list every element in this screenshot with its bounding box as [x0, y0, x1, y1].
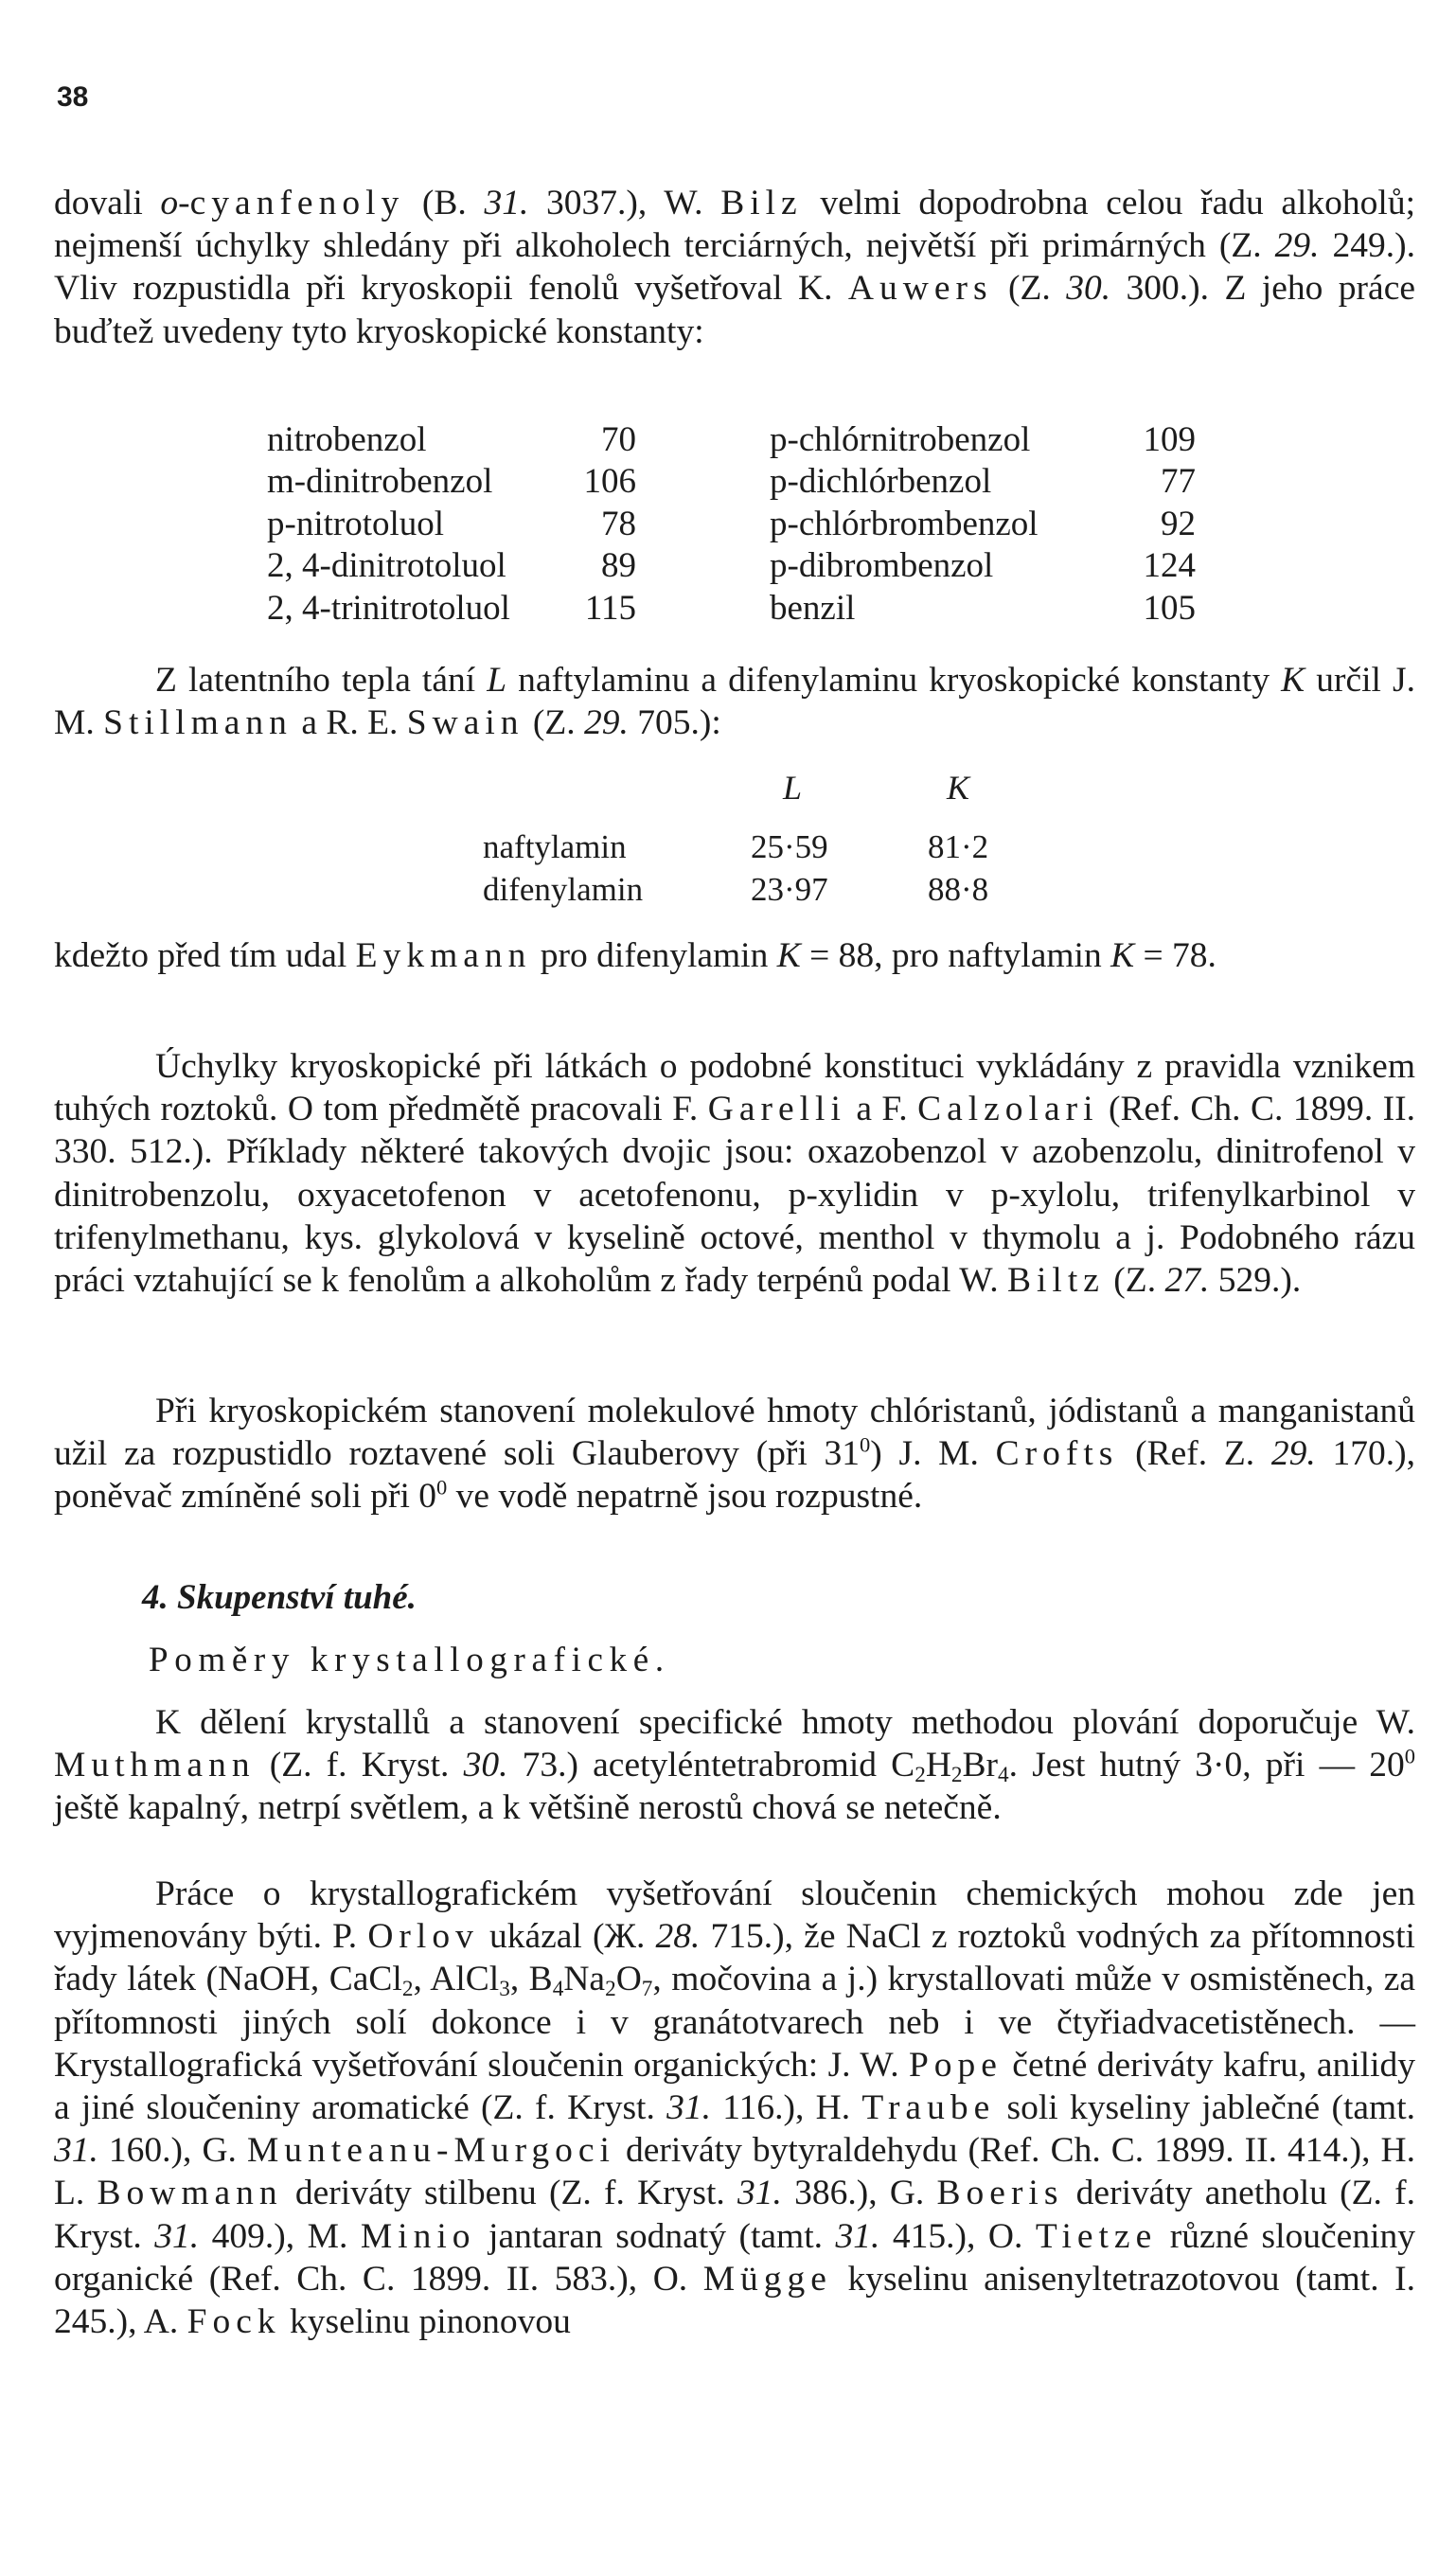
author-name: Garelli: [707, 1090, 846, 1129]
author-name: Stillmann: [103, 703, 293, 743]
compound-name: benzil: [770, 588, 856, 628]
compound-name: p-chlórbrombenzol: [770, 504, 1039, 543]
compound-name: nitrobenzol: [267, 420, 427, 459]
column-header-k: K: [947, 769, 970, 807]
author-name: Bilz: [720, 184, 803, 222]
compound-name: p-nitrotoluol: [267, 504, 445, 543]
compound-name: p-dibrombenzol: [770, 546, 994, 586]
compound-name: p-dichlórbenzol: [770, 462, 992, 502]
page-number: 38: [57, 81, 89, 113]
author-name: Swain: [406, 703, 524, 743]
glauber-salt-paragraph: Při kryoskopickém stanovení molekulové hmoty chlóristanů, jódistanů a manganistanů užil za rozpustidlo roztavené soli Glauberovy (při $31^0$) J. M. Crofts (Ref. Z. 29. 170.), poněvač zmíněné soli při $0^0$ ve vodě nepatrně jsou rozpustné.: [54, 1392, 1415, 1517]
k-value: 81·2: [928, 828, 989, 865]
author-name: cyanfenoly: [189, 184, 405, 222]
column-header-l: L: [783, 769, 803, 807]
author-name: Boeris: [936, 2174, 1064, 2213]
table-row: [267, 461, 1233, 503]
compound-name: 2, 4-trinitrotoluol: [267, 588, 510, 628]
author-name: Calzolari: [917, 1090, 1099, 1129]
table-row: [267, 588, 1233, 630]
author-name: Biltz: [1007, 1261, 1105, 1301]
table-row: [267, 504, 1233, 545]
author-name: Muthmann: [54, 1746, 256, 1785]
l-value: 25·59: [751, 828, 828, 865]
constant-value: 105: [1143, 588, 1196, 628]
compound-name: p-chlórnitrobenzol: [770, 420, 1031, 459]
author-name: Pope: [908, 2045, 1003, 2085]
compound-name: difenylamin: [483, 871, 644, 908]
author-name: Tietze: [1035, 2216, 1158, 2256]
author-name: Auwers: [847, 269, 993, 309]
author-name: Bowmann: [97, 2174, 283, 2213]
compound-name: 2, 4-dinitrotoluol: [267, 546, 506, 586]
author-name: Traube: [861, 2088, 996, 2128]
author-name: Fock: [186, 2302, 281, 2342]
author-name: Munteanu-Murgoci: [246, 2131, 615, 2171]
constant-value: 77: [1161, 462, 1196, 502]
constant-value: 109: [1143, 420, 1196, 459]
constant-value: 78: [601, 504, 636, 543]
solid-solutions-paragraph: Úchylky kryoskopické při látkách o podobné konstituci vykládány z pravidla vznikem tuhých roztoků. O tom předmětě pracovali F. Garelli a F. Calzolari (Ref. Ch. C. 1899. II. 330. 512.). Příklady některé takových dvojic jsou: oxazobenzol v azobenzolu, dinitrofenol v dinitrobenzolu, oxyacetofenon v acetofenonu, p-xylidin v p-xylolu, trifenylkarbinol v trifenylmethanu, kys. glykolová v kyselině octové, menthol v thymolu a j. Podobného rázu práci vztahující se k fenolům a alkoholům z řady terpénů podal W. Biltz (Z. 27. 529.).: [54, 1047, 1415, 1301]
author-name: Mügge: [702, 2259, 832, 2299]
intro-paragraph: dovali o-cyanfenoly (B. 31. 3037.), W. Bilz velmi dopodrobna celou řadu alkoholů; nejmenší úchylky shledány při alkoholech terciárných, největší při primárných (Z. 29. 249.). Vliv rozpustidla při kryoskopii fenolů vyšetřoval K. Auwers (Z. 30. 300.). Z jeho práce buďtež uvedeny tyto kryoskopické konstanty:: [54, 184, 1416, 351]
table-row: [267, 419, 1233, 461]
constant-value: 92: [1161, 504, 1196, 543]
latent-heat-paragraph: Z latentního tepla tání L naftylaminu a difenylaminu kryoskopické konstanty K určil J. M. Stillmann a R. E. Swain (Z. 29. 705.):: [54, 661, 1415, 743]
k-value: 88·8: [928, 871, 989, 908]
constant-value: 115: [584, 588, 636, 628]
compound-name: naftylamin: [483, 828, 627, 865]
constant-value: 106: [583, 462, 636, 502]
section-heading: 4. Skupenství tuhé.: [142, 1578, 417, 1617]
constant-value: 70: [601, 420, 636, 459]
crystallography-paragraph: Práce o krystallografickém vyšetřování sloučenin chemických mohou zde jen vyjmenovány býti. P. Orlov ukázal (Ж. 28. 715.), že NaCl z roztoků vodných za přítomnosti řady látek (NaOH, CaCl$_2$, AlCl$_3$, $B_4Na_2O_7$, močovina a j.) krystallovati může v osmistěnech, za přítomnosti jiných solí dokonce i v granátotvarech neb i ve čtyřiadvacetistěnech. — Krystallografická vyšetřování sloučenin organických: J. W. Pope četné deriváty kafru, anilidy a jiné sloučeniny aromatické (Z. f. Kryst. 31. 116.), H. Traube soli kyseliny jablečné (tamt. 31. 160.), G. Munteanu-Murgoci deriváty bytyraldehydu (Ref. Ch. C. 1899. II. 414.), H. L. Bowmann deriváty stilbenu (Z. f. Kryst. 31. 386.), G. Boeris deriváty anetholu (Z. f. Kryst. 31. 409.), M. Minio jantaran sodnatý (tamt. 31. 415.), O. Tietze různé sloučeniny organické (Ref. Ch. C. 1899. II. 583.), O. Mügge kyselinu anisenyltetrazotovou (tamt. I. 245.), A. Fock kyselinu pinonovou: [54, 1874, 1415, 2342]
author-name: Eykmann: [355, 936, 532, 975]
cryoscopic-constants-table: [267, 419, 1233, 630]
constant-value: 89: [601, 546, 636, 586]
subsection-heading: Poměry krystallografické.: [149, 1641, 670, 1679]
author-name: Minio: [360, 2216, 476, 2256]
author-name: Orlov: [367, 1917, 479, 1957]
author-name: Crofts: [995, 1434, 1119, 1474]
density-method-paragraph: K dělení krystallů a stanovení specifické hmoty methodou plování doporučuje W. Muthmann (Z. f. Kryst. 30. 73.) acetyléntetrabromid $C_2H_2Br_4$. Jest hutný 3·0, při — $20^0$ ještě kapalný, netrpí světlem, a k většině nerostů chová se netečně.: [54, 1703, 1415, 1828]
constant-value: 124: [1143, 546, 1196, 586]
l-value: 23·97: [751, 871, 828, 908]
table-row: [267, 545, 1233, 587]
compound-name: m-dinitrobenzol: [267, 462, 493, 502]
eykmann-paragraph: kdežto před tím udal Eykmann pro difenylamin K = 88, pro naftylamin K = 78.: [54, 936, 1216, 975]
